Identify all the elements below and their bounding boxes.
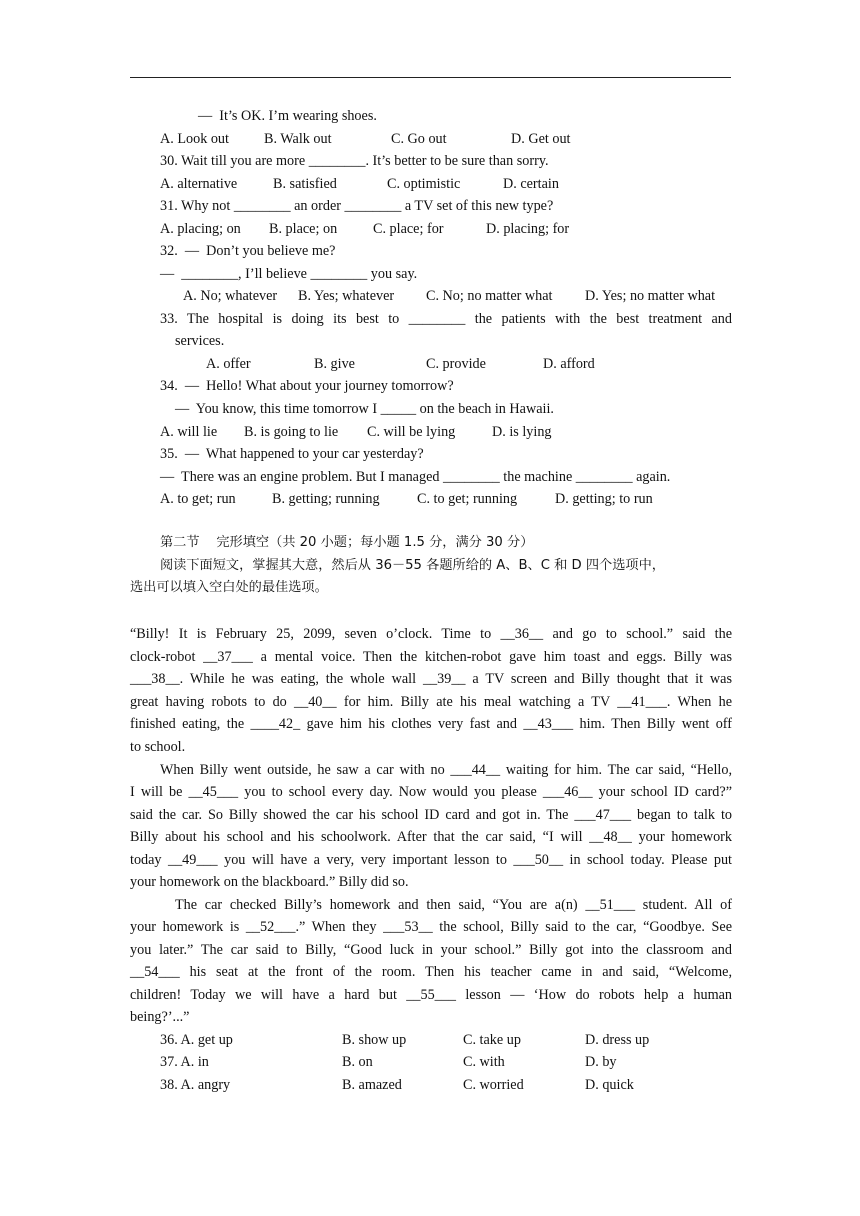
answer-38-b: B. amazed [342, 1077, 402, 1093]
q33-stem-line2: services. [175, 333, 225, 349]
answer-37-b: B. on [342, 1054, 373, 1070]
passage-line: The car checked Billy’s homework and then said, “You are a(n) __51___ student. All of [175, 897, 732, 913]
q30-option-a: A. alternative [160, 176, 238, 192]
passage-line: clock-robot __37___ a mental voice. Then the kitchen-robot gave him toast and eggs. Billy was [130, 649, 732, 665]
answer-38-d: D. quick [585, 1077, 634, 1093]
q29-reply: — It’s OK. I’m wearing shoes. [198, 108, 377, 124]
passage-line: your homework on the blackboard.” Billy did so. [130, 874, 409, 890]
q34-option-d: D. is lying [492, 424, 552, 440]
q32-stem: 32. — Don’t you believe me? [160, 243, 336, 259]
q35-reply: — There was an engine problem. But I managed ________ the machine ________ again. [160, 469, 671, 485]
q33-option-a: A. offer [206, 356, 251, 372]
q35-option-b: B. getting; running [272, 491, 380, 507]
q31-option-a: A. placing; on [160, 221, 241, 237]
passage-line: to school. [130, 739, 186, 755]
q31-option-c: C. place; for [373, 221, 444, 237]
q34-options [0, 422, 860, 442]
q33-option-d: D. afford [543, 356, 595, 372]
q31-option-d: D. placing; for [486, 221, 570, 237]
q30-option-d: D. certain [503, 176, 559, 192]
q34-option-a: A. will lie [160, 424, 218, 440]
q32-option-d: D. Yes; no matter what [585, 288, 716, 304]
answer-37-a: 37. A. in [160, 1054, 209, 1070]
q31-stem: 31. Why not ________ an order ________ a TV set of this new type? [160, 198, 554, 214]
passage-line: great having robots to do __40__ for him. Billy ate his meal watching a TV __41___. When he [130, 694, 732, 710]
q32-option-b: B. Yes; whatever [298, 288, 395, 304]
q35-option-d: D. getting; to run [555, 491, 653, 507]
q29-option-b: B. Walk out [264, 131, 332, 147]
q35-option-c: C. to get; running [417, 491, 518, 507]
passage-line: Billy about his school and his schoolwork. After that the car said, “I will __48__ your homework [130, 829, 732, 845]
q32-options [0, 286, 860, 306]
passage-line: you later.” The car said to Billy, “Good luck in your school.” Billy got into the classroom and [130, 942, 732, 958]
answer-37-d: D. by [585, 1054, 617, 1070]
q33-option-c: C. provide [426, 356, 486, 372]
answer-36-c: C. take up [463, 1032, 521, 1048]
passage-line: “Billy! It is February 25, 2099, seven o’clock. Time to __36__ and go to school.” said the [130, 626, 732, 642]
q32-reply: — ________, I’ll believe ________ you say. [160, 266, 418, 282]
passage-line: I will be __45___ you to school every day. Now would you please ___46__ your school ID card?” [130, 784, 732, 800]
passage-line: said the car. So Billy showed the car his school ID card and got in. The ___47___ began to talk to [130, 807, 732, 823]
q32-option-a: A. No; whatever [183, 288, 278, 304]
answer-36-d: D. dress up [585, 1032, 650, 1048]
answer-38-a: 38. A. angry [160, 1077, 231, 1093]
q34-option-c: C. will be lying [367, 424, 456, 440]
q33-option-b: B. give [314, 356, 355, 372]
q35-options [0, 489, 860, 509]
section-instruction-line2: 选出可以填入空白处的最佳选项。 [130, 580, 328, 595]
q35-option-a: A. to get; run [160, 491, 236, 507]
q33-options [0, 354, 860, 374]
passage-line: ___38__. While he was eating, the whole wall __39__ a TV screen and Billy thought that it was [130, 671, 732, 687]
passage-line: When Billy went outside, he saw a car with no ___44__ waiting for him. The car said, “Hello, [160, 762, 732, 778]
answer-37-c: C. with [463, 1054, 505, 1070]
answer-36-a: 36. A. get up [160, 1032, 233, 1048]
q30-option-b: B. satisfied [273, 176, 337, 192]
q31-options [0, 219, 860, 239]
q32-option-c: C. No; no matter what [426, 288, 553, 304]
section-instruction-line1: 阅读下面短文，掌握其大意，然后从 36－55 各题所给的 A、B、C 和 D 四个选项中， [160, 558, 665, 573]
passage-line: children! Today we will have a hard but __55___ lesson — ‘How do robots help a human [130, 987, 732, 1003]
answer-row-37 [0, 1052, 860, 1072]
q29-option-a: A. Look out [160, 131, 229, 147]
q31-option-b: B. place; on [269, 221, 338, 237]
passage-line: your homework is __52___.” When they ___53__ the school, Billy said to the car, “Goodbye. See [130, 919, 732, 935]
q30-option-c: C. optimistic [387, 176, 461, 192]
passage-line: being?’...” [130, 1009, 190, 1025]
answer-38-c: C. worried [463, 1077, 524, 1093]
q34-stem: 34. — Hello! What about your journey tomorrow? [160, 378, 454, 394]
section-heading: 第二节 完形填空（共 20 小题；每小题 1.5 分，满分 30 分） [160, 535, 534, 550]
answer-row-36 [0, 1030, 860, 1050]
header-rule [130, 77, 731, 78]
q30-options [0, 174, 860, 194]
q29-option-c: C. Go out [391, 131, 447, 147]
passage-line: finished eating, the ____42_ gave him his clothes very fast and __43___ him. Then Billy went off [130, 716, 732, 732]
answer-row-38 [0, 1075, 860, 1095]
q35-stem: 35. — What happened to your car yesterday? [160, 446, 424, 462]
q33-stem-line1: 33. The hospital is doing its best to ________ the patients with the best treatment and [160, 311, 732, 327]
q30-stem: 30. Wait till you are more ________. It’s better to be sure than sorry. [160, 153, 549, 169]
passage-line: __54___ his seat at the front of the room. Then his teacher came in and said, “Welcome, [130, 964, 732, 980]
answer-36-b: B. show up [342, 1032, 407, 1048]
q34-reply: — You know, this time tomorrow I _____ on the beach in Hawaii. [175, 401, 554, 417]
q34-option-b: B. is going to lie [244, 424, 339, 440]
q29-options [0, 129, 860, 149]
q29-option-d: D. Get out [511, 131, 571, 147]
passage-line: today __49___ you will have a very, very important lesson to ___50__ in school today. Please put [130, 852, 732, 868]
